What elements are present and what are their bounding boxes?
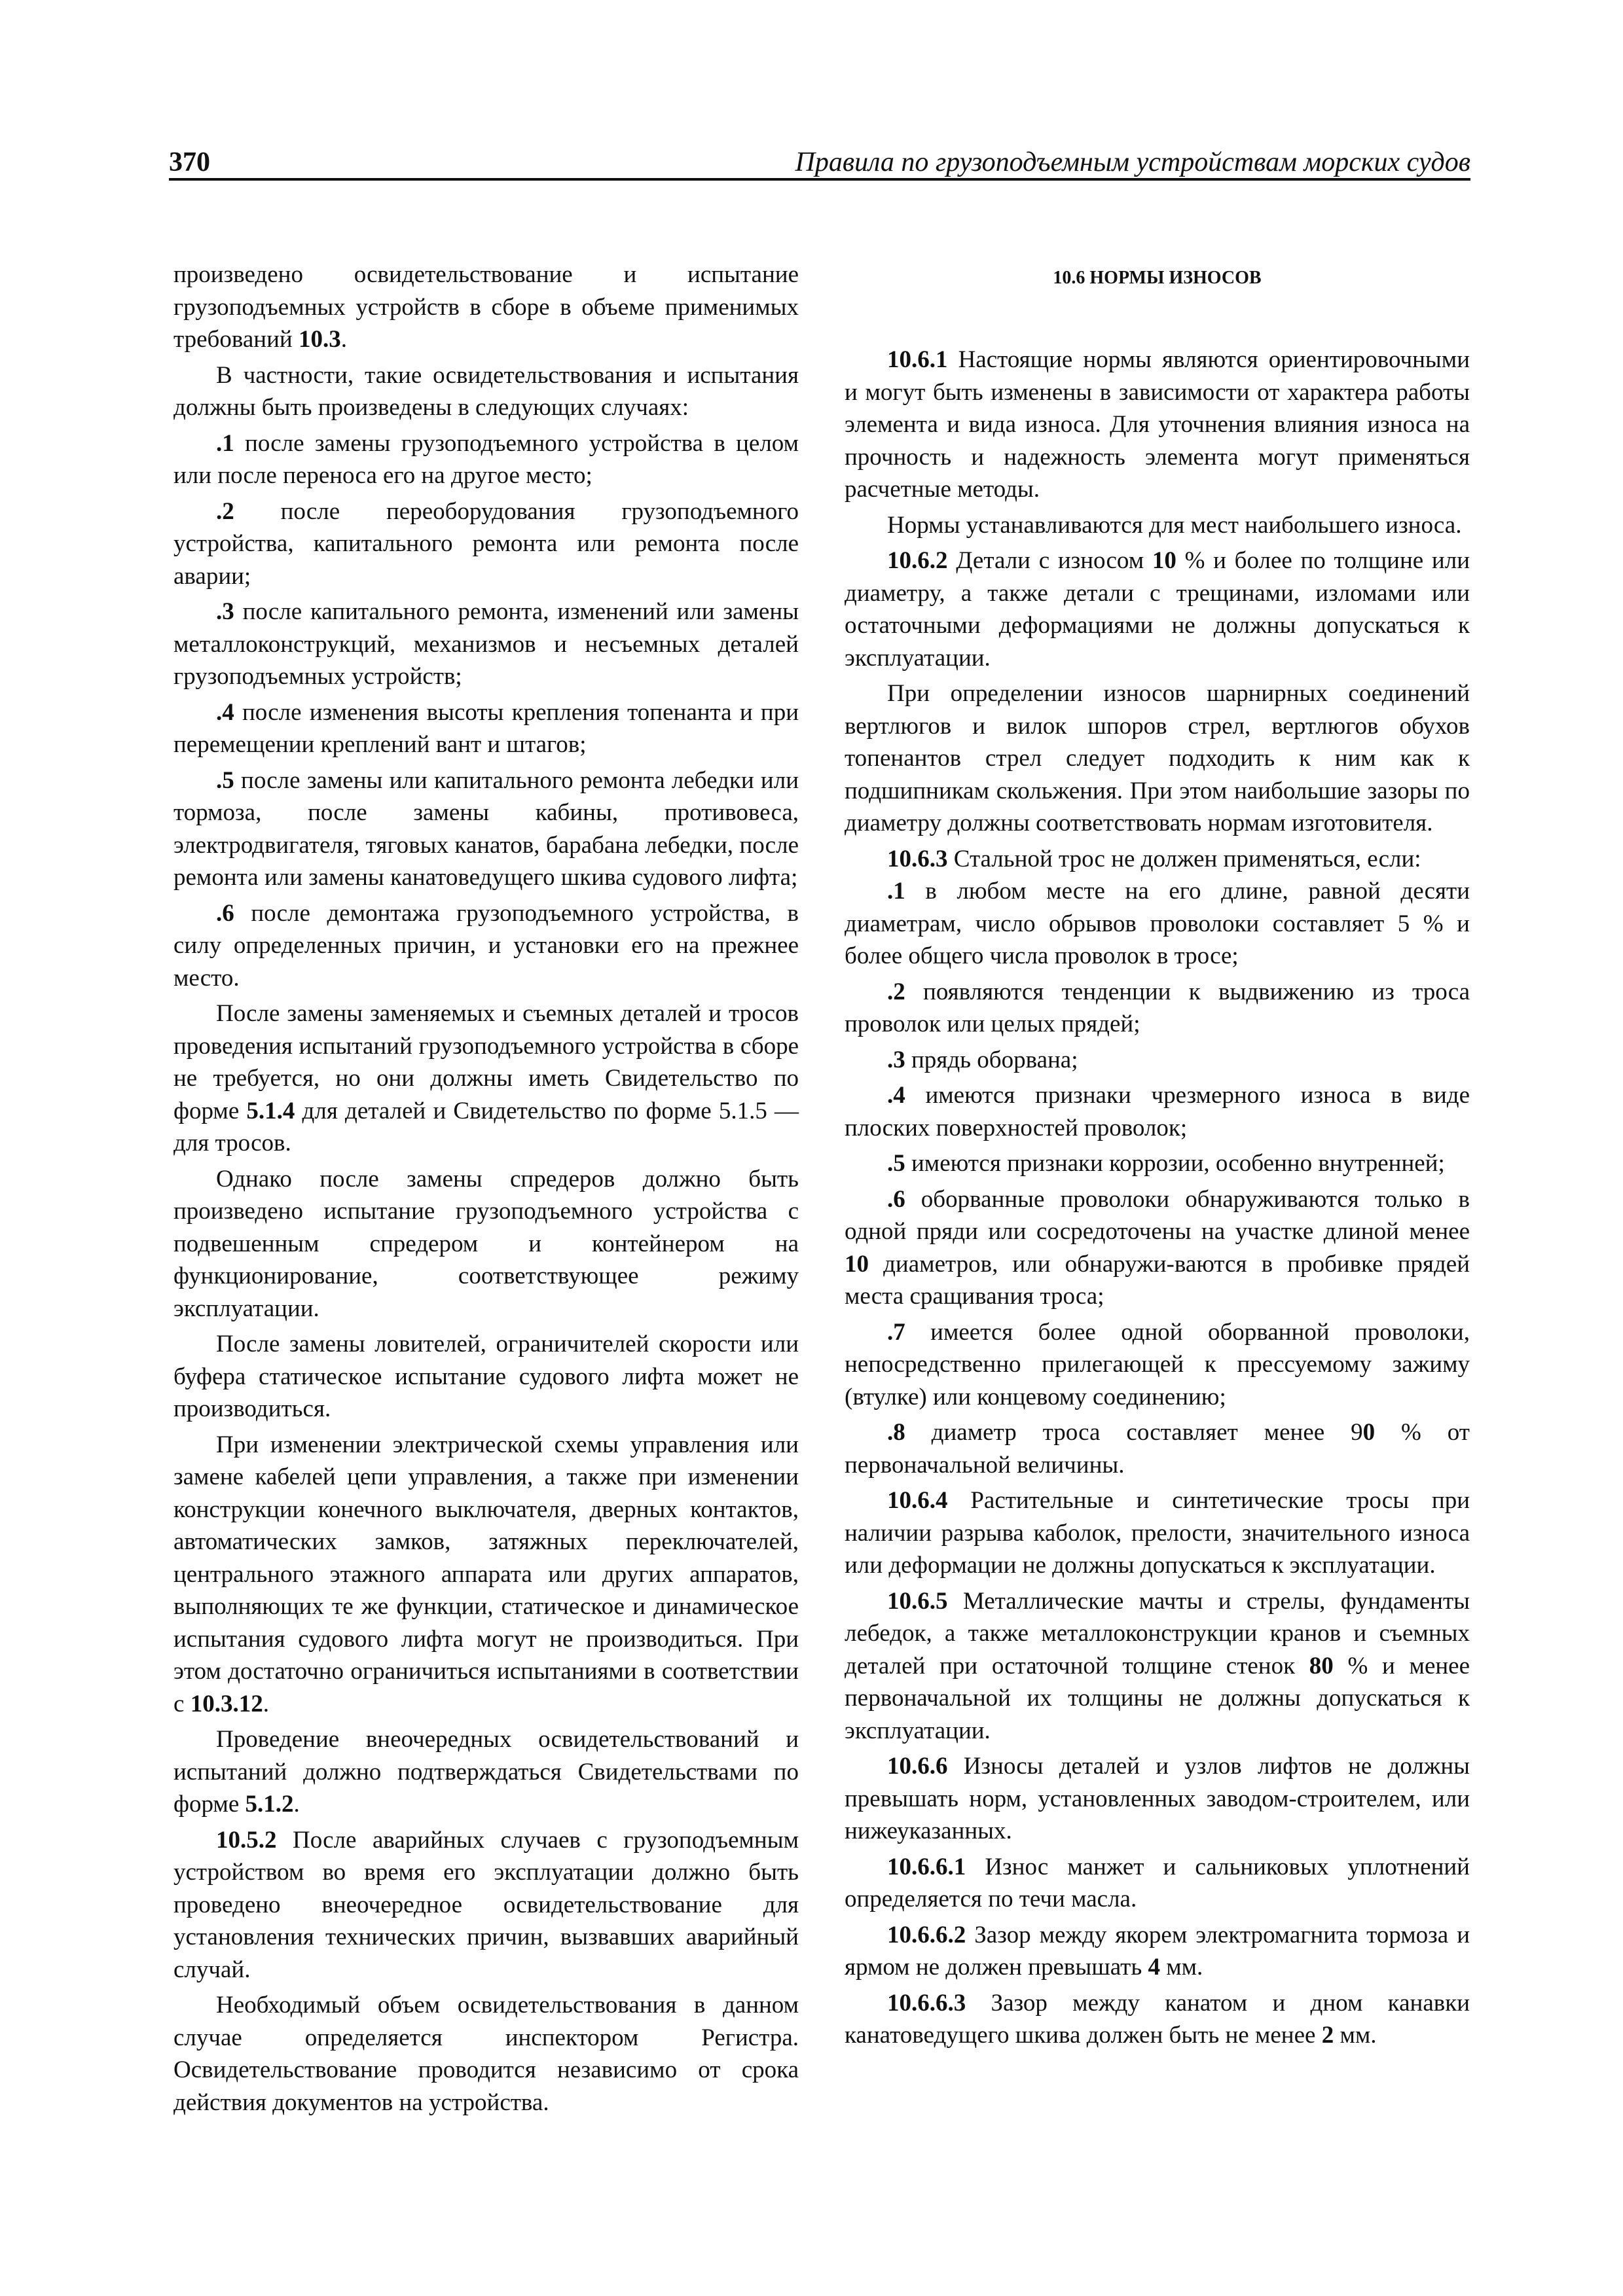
- clause: 10.6.6.3 Зазор между канатом и дном канавки канатоведущего шкива должен быть не менее 2 мм.: [845, 1989, 1470, 2049]
- right-column: [845, 259, 1470, 2052]
- list-item: .6 оборванные проволоки обнаруживаются только в одной пряди или сосредоточены на участке длиной менее 10 диаметров, или обнаружи-ваются в пробивке прядей места сращивания троса;: [845, 1185, 1470, 1310]
- paragraph: Проведение внеочередных освидетельствований и испытаний должно подтверждаться Свидетельствами по форме 5.1.2.: [173, 1726, 799, 1818]
- page-number: 370: [169, 147, 210, 177]
- left-column: [173, 259, 799, 2119]
- paragraph: Необходимый объем освидетельствования в данном случае определяется инспектором Регистра. Освидетельствование проводится независимо от срока действия документов на устройства.: [173, 1992, 799, 2116]
- clause: 10.6.4 Растительные и синтетические тросы при наличии разрыва каболок, прелости, значительного износа или деформации не должны допускаться к эксплуатации.: [845, 1487, 1470, 1579]
- list-item: .4 после изменения высоты крепления топенанта и при перемещении креплений вант и штагов;: [173, 698, 799, 758]
- list-item: .4 имеются признаки чрезмерного износа в виде плоских поверхностей проволок;: [845, 1082, 1470, 1141]
- clause: 10.6.2 Детали с износом 10 % и более по толщине или диаметру, а также детали с трещинами, изломами или остаточными деформациями не должны допускаться к эксплуатации.: [845, 547, 1470, 672]
- clause: 10.6.5 Металлические мачты и стрелы, фундаменты лебедок, а также металлоконструкции кранов и съемных деталей при остаточной толщине стенок 80 % и менее первоначальной их толщины не должны допускаться к эксплуатации.: [845, 1587, 1470, 1744]
- list-item: .2 после переоборудования грузоподъемного устройства, капитального ремонта или ремонта после аварии;: [173, 497, 799, 590]
- list-item: .7 имеется более одной оборванной проволоки, непосредственно прилегающей к прессуемому зажиму (втулке) или концевому соединению;: [845, 1318, 1470, 1410]
- list-item: .1 после замены грузоподъемного устройства в целом или после переноса его на другое место;: [173, 429, 799, 489]
- paragraph: При определении износов шарнирных соединений вертлюгов и вилок шпоров стрел, вертлюгов обухов топенантов стрел следует подходить к ним как к подшипникам скольжения. При этом наибольшие зазоры по диаметру должны соответствовать нормам изготовителя.: [845, 680, 1470, 836]
- paragraph: произведено освидетельствование и испытание грузоподъемных устройств в сборе в объеме применимых требований 10.3.: [173, 261, 799, 353]
- section-title: 10.6 НОРМЫ ИЗНОСОВ: [1053, 268, 1262, 288]
- clause: 10.6.6.1 Износ манжет и сальниковых уплотнений определяется по течи масла.: [845, 1853, 1470, 1912]
- page-header: [169, 143, 1470, 182]
- list-item: .5 имеются признаки коррозии, особенно внутренней;: [887, 1150, 1445, 1177]
- paragraph: При изменении электрической схемы управления или замене кабелей цепи управления, а также при изменении конструкции конечного выключателя, дверных контактов, автоматических замков, затяжных переключателей, центрального этажного аппарата или других аппаратов, выполняющих те же функции, статическое и динамическое испытания судового лифта могут не производиться. При этом достаточно ограничиться испытаниями в соответствии с 10.3.12.: [173, 1431, 799, 1717]
- list-item: .8 диаметр троса составляет менее 90 % от первоначальной величины.: [845, 1419, 1470, 1479]
- list-item: .1 в любом месте на его длине, равной десяти диаметрам, число обрывов проволоки составляет 5 % и более общего числа проволок в тросе;: [845, 878, 1470, 969]
- running-title: Правила по грузоподъемным устройствам морских судов: [795, 147, 1470, 177]
- paragraph: В частности, такие освидетельствования и испытания должны быть произведены в следующих случаях:: [173, 361, 799, 421]
- paragraph: Нормы устанавливаются для мест наибольшего износа.: [887, 511, 1462, 539]
- paragraph: Однако после замены спредеров должно быть произведено испытание грузоподъемного устройства с подвешенным спредером и контейнером на функционирование, соответствующее режиму эксплуатации.: [173, 1165, 799, 1322]
- list-item: .2 появляются тенденции к выдвижению из троса проволок или целых прядей;: [845, 978, 1470, 1037]
- header-rule: [169, 178, 1470, 181]
- list-item: .3 прядь оборвана;: [887, 1046, 1078, 1073]
- list-item: .5 после замены или капитального ремонта лебедки или тормоза, после замены кабины, противовеса, электродвигателя, тяговых канатов, барабана лебедки, после ремонта или замены канатоведущего шкива судового лифта;: [173, 766, 799, 891]
- clause: 10.6.1 Настоящие нормы являются ориентировочными и могут быть изменены в зависимости от характера работы элемента и вида износа. Для уточнения влияния износа на прочность и надежность элемента могут применяться расчетные методы.: [845, 346, 1470, 503]
- clause: 10.6.6.2 Зазор между якорем электромагнита тормоза и ярмом не должен превышать 4 мм.: [845, 1921, 1470, 1981]
- paragraph: После замены заменяемых и съемных деталей и тросов проведения испытаний грузоподъемного устройства в сборе не требуется, но они должны иметь Свидетельство по форме 5.1.4 для деталей и Свидетельство по форме 5.1.5 — для тросов.: [173, 1000, 799, 1157]
- paragraph: После замены ловителей, ограничителей скорости или буфера статическое испытание судового лифта может не производиться.: [173, 1331, 799, 1422]
- list-item: .3 после капитального ремонта, изменений или замены металлоконструкций, механизмов и несъемных деталей грузоподъемных устройств;: [173, 598, 799, 690]
- list-item: .6 после демонтажа грузоподъемного устройства, в силу определенных причин, и установки его на прежнее место.: [173, 899, 799, 992]
- clause: 10.6.6 Износы деталей и узлов лифтов не должны превышать норм, установленных заводом-строителем, или нижеуказанных.: [845, 1753, 1470, 1844]
- clause: 10.5.2 После аварийных случаев с грузоподъемным устройством во время его эксплуатации должно быть проведено внеочередное освидетельствование для установления технических причин, вызвавших аварийный случай.: [173, 1826, 799, 1983]
- clause: 10.6.3 Стальной трос не должен применяться, если:: [887, 845, 1421, 872]
